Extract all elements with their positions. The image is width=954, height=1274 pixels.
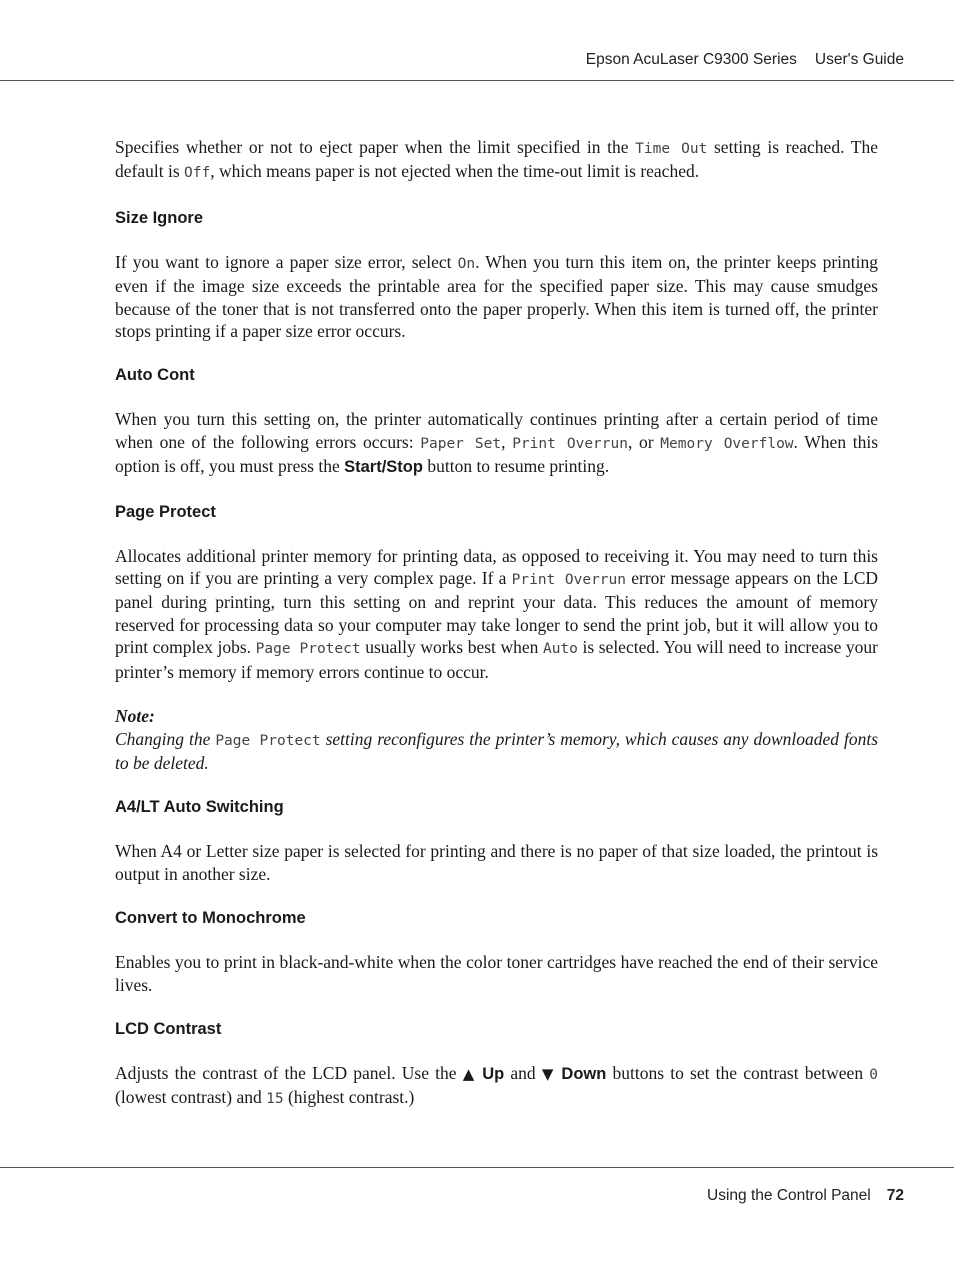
page-protect-paragraph: Allocates additional printer memory for printing data, as opposed to receiving it. You may need to turn this setting on if you are printing a very complex page. If a Print Overrun error message appears on the LCD panel during printing, turn this setting on and reprint your data. This reduces the amount of memory reserved for processing data so your computer may take longer to send the print job, but it will allow you to print complex jobs. Page Protect usually works best when Auto is selected. You will need to increase your printer’s memory if memory errors continue to occur. [115,545,879,682]
heading-size-ignore: Size Ignore [115,208,204,227]
button-start-stop: Start/Stop [344,458,423,477]
setting-page-protect: Page Protect [215,732,321,749]
error-print-overrun: Print Overrun [512,435,628,452]
a4-lt-paragraph: When A4 or Letter size paper is selected for printing and there is no paper of that size loaded, the printout is output in another size. [115,841,878,884]
heading-convert-to-monochrome: Convert to Monochrome [115,909,306,928]
note-label: Note: [115,706,155,727]
setting-time-out: Time Out [635,141,708,157]
heading-lcd-contrast: LCD Contrast [115,1019,222,1038]
error-print-overrun: Print Overrun [511,572,626,589]
header-guide: User's Guide [814,51,904,68]
intro-paragraph: Specifies whether or not to eject paper when the limit specified in the Time Out setting is reached. The default is Off, which means paper is not ejected when the time-out limit is reached. [115,137,879,182]
error-memory-overflow: Memory Overflow [660,435,794,452]
value-auto: Auto [542,641,578,658]
note-paragraph: Changing the Page Protect setting reconfigures the printer’s memory, which causes any downloaded fonts to be deleted. [115,728,878,773]
value-off: Off [184,165,211,182]
button-up: Up [482,1064,505,1083]
heading-auto-cont: Auto Cont [115,366,195,385]
value-zero: 0 [869,1066,878,1083]
heading-a4-lt-auto-switching: A4/LT Auto Switching [115,798,284,817]
value-fifteen: 15 [266,1091,284,1108]
running-footer [707,1187,904,1205]
header-product: Epson AcuLaser C9300 Series [585,51,797,68]
page-body [115,136,878,1111]
setting-page-protect: Page Protect [255,641,361,658]
footer-section: Using the Control Panel [707,1187,871,1204]
footer-rule [0,1167,954,1168]
value-on: On [457,255,476,272]
page-number: 72 [886,1187,904,1204]
lcd-contrast-paragraph: Adjusts the contrast of the LCD panel. Use the ▲ Up and ▼ Down buttons to set the contrast between 0 (lowest contrast) and 15 (highest contrast.) [115,1062,878,1108]
heading-page-protect: Page Protect [115,502,216,521]
size-ignore-paragraph: If you want to ignore a paper size error, select On. When you turn this item on, the printer keeps printing even if the image size exceeds the printable area for the specified paper size. This may cause smudges because of the toner that is not transferred onto the paper properly. When this item is turned off, the printer stops printing if a paper size error occurs. [115,251,878,342]
up-arrow-icon: ▲ [462,1064,477,1083]
error-paper-set: Paper Set [420,435,502,452]
running-header [586,51,904,69]
down-arrow-icon: ▼ [541,1064,556,1083]
button-down: Down [561,1064,607,1083]
monochrome-paragraph: Enables you to print in black-and-white when the color toner cartridges have reached the end of their service lives. [115,952,878,995]
auto-cont-paragraph: When you turn this setting on, the printer automatically continues printing after a certain period of time when one of the following errors occurs: Paper Set, Print Overrun, or Memory Overflow. When this option is off, you must press the Start/Stop button to resume printing. [115,409,879,477]
header-rule [0,80,954,81]
